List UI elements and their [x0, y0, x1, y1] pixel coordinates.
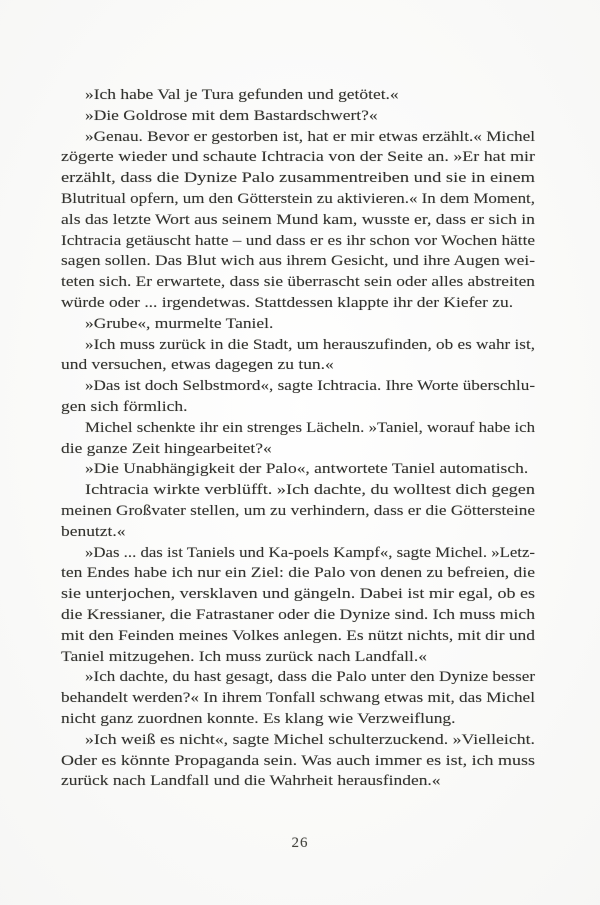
text-line-content: erzählt, dass die Dynize Palo zusammentreiben und sie in einem	[61, 170, 536, 187]
text-line-content: »Die Unabhängigkeit der Palo«, antwortete Taniel automatisch.	[85, 461, 529, 478]
text-line	[61, 543, 535, 564]
text-line	[61, 335, 535, 356]
text-line-content: behandelt werden?« In ihrem Tonfall schwang etwas mit, das Michel	[61, 690, 535, 707]
text-line	[61, 251, 535, 272]
text-line	[61, 210, 535, 231]
text-line-content: ten Endes habe ich nur ein Ziel: die Palo von denen zu befreien, die	[61, 565, 535, 582]
text-line	[61, 272, 535, 293]
text-line-content: benutzt.«	[61, 523, 126, 540]
text-line-content: »Ich dachte, du hast gesagt, dass die Palo unter den Dynize besser	[85, 669, 536, 686]
text-line-content: mit den Feinden meines Volkes anlegen. Es nützt nichts, mit dir und	[61, 627, 535, 644]
text-line	[61, 688, 535, 709]
text-line	[61, 168, 535, 189]
text-line-content: teten sich. Er erwartete, dass sie überrascht sein oder alles abstreiten	[61, 274, 535, 291]
text-line	[61, 709, 535, 730]
text-line	[61, 480, 535, 501]
text-line	[61, 314, 535, 335]
text-line	[61, 147, 535, 168]
text-line-content: »Grube«, murmelte Taniel.	[85, 315, 274, 332]
text-line	[61, 459, 535, 480]
text-line-content: sagen sollen. Das Blut wich aus ihrem Gesicht, und ihre Augen wei-	[61, 253, 535, 270]
text-line-content: die Kressianer, die Fatrastaner oder die Dynize sind. Ich muss mich	[61, 606, 535, 623]
text-line-content: sie unterjochen, versklaven und gängeln. Dabei ist mir egal, ob es	[61, 586, 535, 603]
text-line-content: zurück nach Landfall und die Wahrheit herausfinden.«	[61, 773, 441, 790]
text-line	[61, 293, 535, 314]
text-line-content: »Die Goldrose mit dem Bastardschwert?«	[85, 107, 378, 124]
text-line	[61, 605, 535, 626]
text-line-content: Oder es könnte Propaganda sein. Was auch immer es ist, ich muss	[61, 752, 535, 769]
text-line	[61, 771, 535, 792]
text-line	[61, 85, 535, 106]
text-line-content: »Genau. Bevor er gestorben ist, hat er mir etwas erzählt.« Michel	[85, 128, 536, 145]
text-line-content: Michel schenkte ihr ein strenges Lächeln. »Taniel, worauf habe ich	[85, 419, 536, 436]
text-line-content: und versuchen, etwas dagegen zu tun.«	[61, 357, 334, 374]
text-line-content: würde oder ... irgendetwas. Stattdessen klappte ihr der Kiefer zu.	[61, 294, 514, 311]
text-line	[61, 127, 535, 148]
text-line	[61, 397, 535, 418]
text-line-content: »Das ist doch Selbstmord«, sagte Ichtracia. Ihre Worte überschlu-	[85, 378, 536, 395]
text-line-content: die ganze Zeit hingearbeitet?«	[61, 440, 272, 457]
text-line-content: »Ich muss zurück in die Stadt, um herauszufinden, ob es wahr ist,	[85, 336, 536, 353]
text-line-content: »Ich habe Val je Tura gefunden und getötet.«	[85, 87, 399, 103]
body-text	[61, 85, 535, 792]
text-line-content: Taniel mitzugehen. Ich muss zurück nach Landfall.«	[61, 648, 427, 665]
text-line	[61, 751, 535, 772]
text-line	[61, 231, 535, 252]
text-line	[61, 667, 535, 688]
text-line	[61, 106, 535, 127]
text-line	[61, 418, 535, 439]
page-number: 26	[291, 835, 309, 851]
text-line	[61, 522, 535, 543]
text-line-content: Blutritual opfern, um den Götterstein zu aktivieren.« In dem Moment,	[61, 190, 535, 207]
text-line-content: »Das ... das ist Taniels und Ka-poels Kampf«, sagte Michel. »Letz-	[85, 544, 536, 561]
text-line	[61, 189, 535, 210]
text-line-content: meinen Großvater stellen, um zu verhindern, dass er die Göttersteine	[61, 502, 535, 519]
text-line-content: als das letzte Wort aus seinem Mund kam, wusste er, dass er sich in	[61, 211, 535, 228]
text-line	[61, 439, 535, 460]
text-line	[61, 647, 535, 668]
text-line	[61, 626, 535, 647]
text-line	[61, 584, 535, 605]
text-line-content: zögerte wieder und schaute Ichtracia von der Seite an. »Er hat mir	[61, 149, 536, 166]
text-line	[61, 563, 535, 584]
text-line-content: Ichtracia wirkte verblüfft. »Ich dachte, du wolltest dich gegen	[85, 482, 535, 499]
text-line	[61, 501, 535, 522]
text-line	[61, 355, 535, 376]
text-line-content: Ichtracia getäuscht hatte – und dass er es ihr schon vor Wochen hätte	[61, 232, 536, 249]
text-line-content: »Ich weiß es nicht«, sagte Michel schulterzuckend. »Vielleicht.	[85, 731, 536, 748]
text-line-content: nicht ganz zuordnen konnte. Es klang wie Verzweiflung.	[61, 710, 456, 727]
text-line	[61, 730, 535, 751]
text-line	[61, 376, 535, 397]
text-line-content: gen sich förmlich.	[61, 398, 188, 415]
